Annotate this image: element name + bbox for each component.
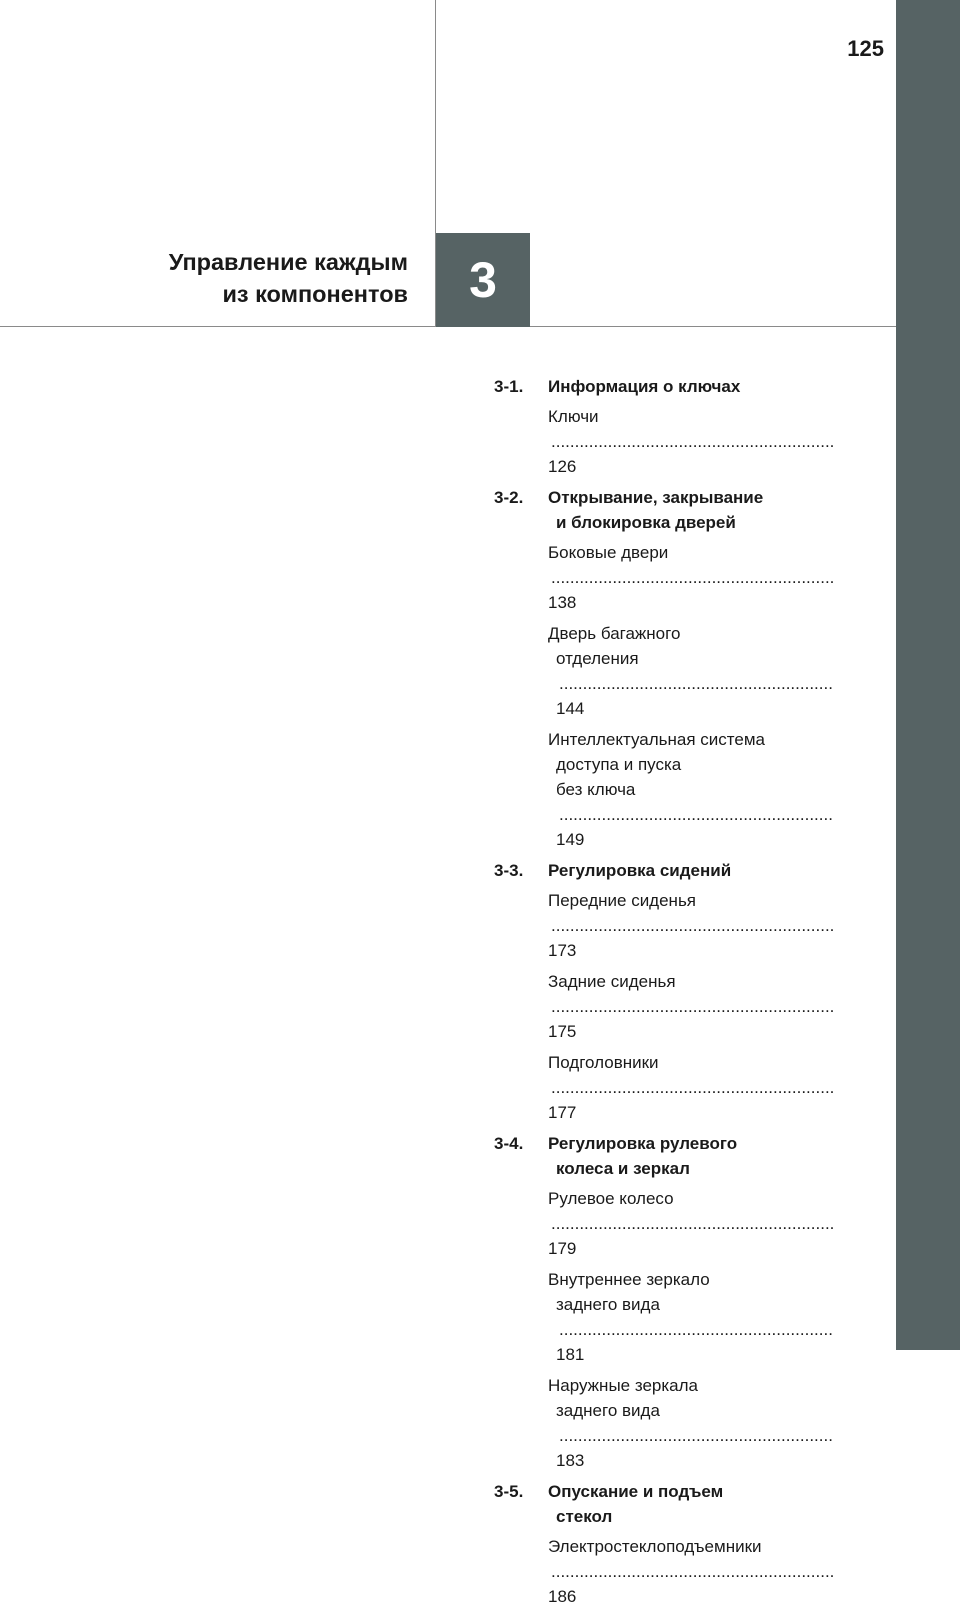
side-chapter-tab (896, 0, 960, 1350)
toc-section-title-line: и блокировка дверей (556, 513, 736, 532)
toc-entry-line (548, 540, 836, 615)
toc-entry-line: доступа и пуска (556, 755, 682, 774)
toc-entry[interactable] (548, 888, 836, 963)
chapter-title (60, 246, 408, 310)
toc-page-number: 181 (556, 1345, 585, 1364)
toc-section (494, 374, 836, 479)
toc-entry-line (548, 646, 836, 721)
toc-entry[interactable] (548, 1534, 836, 1609)
toc-page-number: 144 (556, 699, 585, 718)
toc-section-heading[interactable] (494, 1131, 836, 1181)
toc-section-title-line: Регулировка рулевого (548, 1134, 738, 1153)
toc-section-title-line: стекол (556, 1507, 613, 1526)
toc-entry-line (548, 1534, 836, 1609)
toc-section-title (548, 485, 836, 535)
toc-section-title-line: колеса и зеркал (556, 1159, 690, 1178)
toc-entry-text: заднего вида (556, 1295, 660, 1314)
dot-leader (559, 802, 834, 827)
dot-leader (551, 994, 834, 1019)
toc-entry[interactable] (548, 1050, 836, 1125)
toc-section-number: 3-3. (494, 861, 524, 880)
toc-section-heading[interactable] (494, 374, 836, 399)
toc-entry-text: заднего вида (556, 1401, 660, 1420)
toc-entry-line (548, 1398, 836, 1473)
toc-entry-text: Задние сиденья (548, 972, 676, 991)
dot-leader (559, 671, 834, 696)
toc-entry[interactable] (548, 540, 836, 615)
toc-page-number: 186 (548, 1587, 577, 1606)
toc-entry-line (548, 1050, 836, 1125)
toc-page-number: 183 (556, 1451, 585, 1470)
toc-section-title-line: Опускание и подъем (548, 1482, 724, 1501)
toc-entry-line (548, 1292, 836, 1367)
dot-leader (559, 1423, 834, 1448)
toc-section-title (548, 1479, 836, 1529)
toc-entry[interactable] (548, 1186, 836, 1261)
toc-page-number: 138 (548, 593, 577, 612)
toc-entry-line (548, 777, 836, 852)
toc-section (494, 1131, 836, 1473)
toc-entry-text: Передние сиденья (548, 891, 697, 910)
dot-leader (551, 429, 834, 454)
toc-section-number: 3-2. (494, 488, 524, 507)
toc-entry-text: Боковые двери (548, 543, 669, 562)
toc-section-number: 3-4. (494, 1134, 524, 1153)
toc-entry[interactable] (548, 727, 836, 852)
toc-section-heading[interactable] (494, 1479, 836, 1529)
toc-section-number: 3-1. (494, 377, 524, 396)
toc-section-title-line: Открывание, закрывание (548, 488, 764, 507)
toc-entry-text: без ключа (556, 780, 636, 799)
chapter-title-line: из компонентов (222, 281, 408, 307)
chapter-number-box: 3 (436, 233, 530, 327)
toc-section-heading[interactable] (494, 485, 836, 535)
dot-leader (551, 1075, 834, 1100)
dot-leader (559, 1317, 834, 1342)
toc-section (494, 858, 836, 1125)
toc-entry[interactable] (548, 969, 836, 1044)
toc-entry-line (548, 404, 836, 479)
toc-entry-line (548, 888, 836, 963)
toc-section-heading[interactable] (494, 858, 836, 883)
toc-entry-text: Подголовники (548, 1053, 659, 1072)
toc-entry-line (548, 969, 836, 1044)
dot-leader (551, 913, 834, 938)
toc-section (494, 1479, 836, 1609)
toc-page-number: 179 (548, 1239, 577, 1258)
dot-leader (551, 1211, 834, 1236)
toc-page-number: 175 (548, 1022, 577, 1041)
toc-entry[interactable] (548, 621, 836, 721)
toc-section (494, 485, 836, 852)
toc-entry-line: Наружные зеркала (548, 1376, 698, 1395)
toc-section-title (548, 374, 836, 399)
page-number: 125 (847, 36, 884, 61)
table-of-contents (494, 374, 836, 1615)
dot-leader (551, 565, 834, 590)
toc-section-title (548, 1131, 836, 1181)
toc-section-title-line: Информация о ключах (548, 377, 741, 396)
toc-page-number: 126 (548, 457, 577, 476)
toc-page-number: 149 (556, 830, 585, 849)
toc-page-number: 177 (548, 1103, 577, 1122)
toc-section-title (548, 858, 836, 883)
toc-section-title-line: Регулировка сидений (548, 861, 732, 880)
toc-entry[interactable] (548, 404, 836, 479)
toc-entry-line: Интеллектуальная система (548, 730, 765, 749)
toc-entry[interactable] (548, 1267, 836, 1367)
toc-entry-text: Электростеклоподъемники (548, 1537, 762, 1556)
toc-entry-line: Дверь багажного (548, 624, 681, 643)
toc-entry-line (548, 1186, 836, 1261)
toc-entry-text: отделения (556, 649, 639, 668)
dot-leader (551, 1559, 834, 1584)
toc-page-number: 173 (548, 941, 577, 960)
toc-entry-text: Рулевое колесо (548, 1189, 674, 1208)
toc-section-number: 3-5. (494, 1482, 524, 1501)
toc-entry-line: Внутреннее зеркало (548, 1270, 710, 1289)
toc-entry[interactable] (548, 1373, 836, 1473)
chapter-title-line: Управление каждым (168, 249, 408, 275)
toc-entry-text: Ключи (548, 407, 599, 426)
